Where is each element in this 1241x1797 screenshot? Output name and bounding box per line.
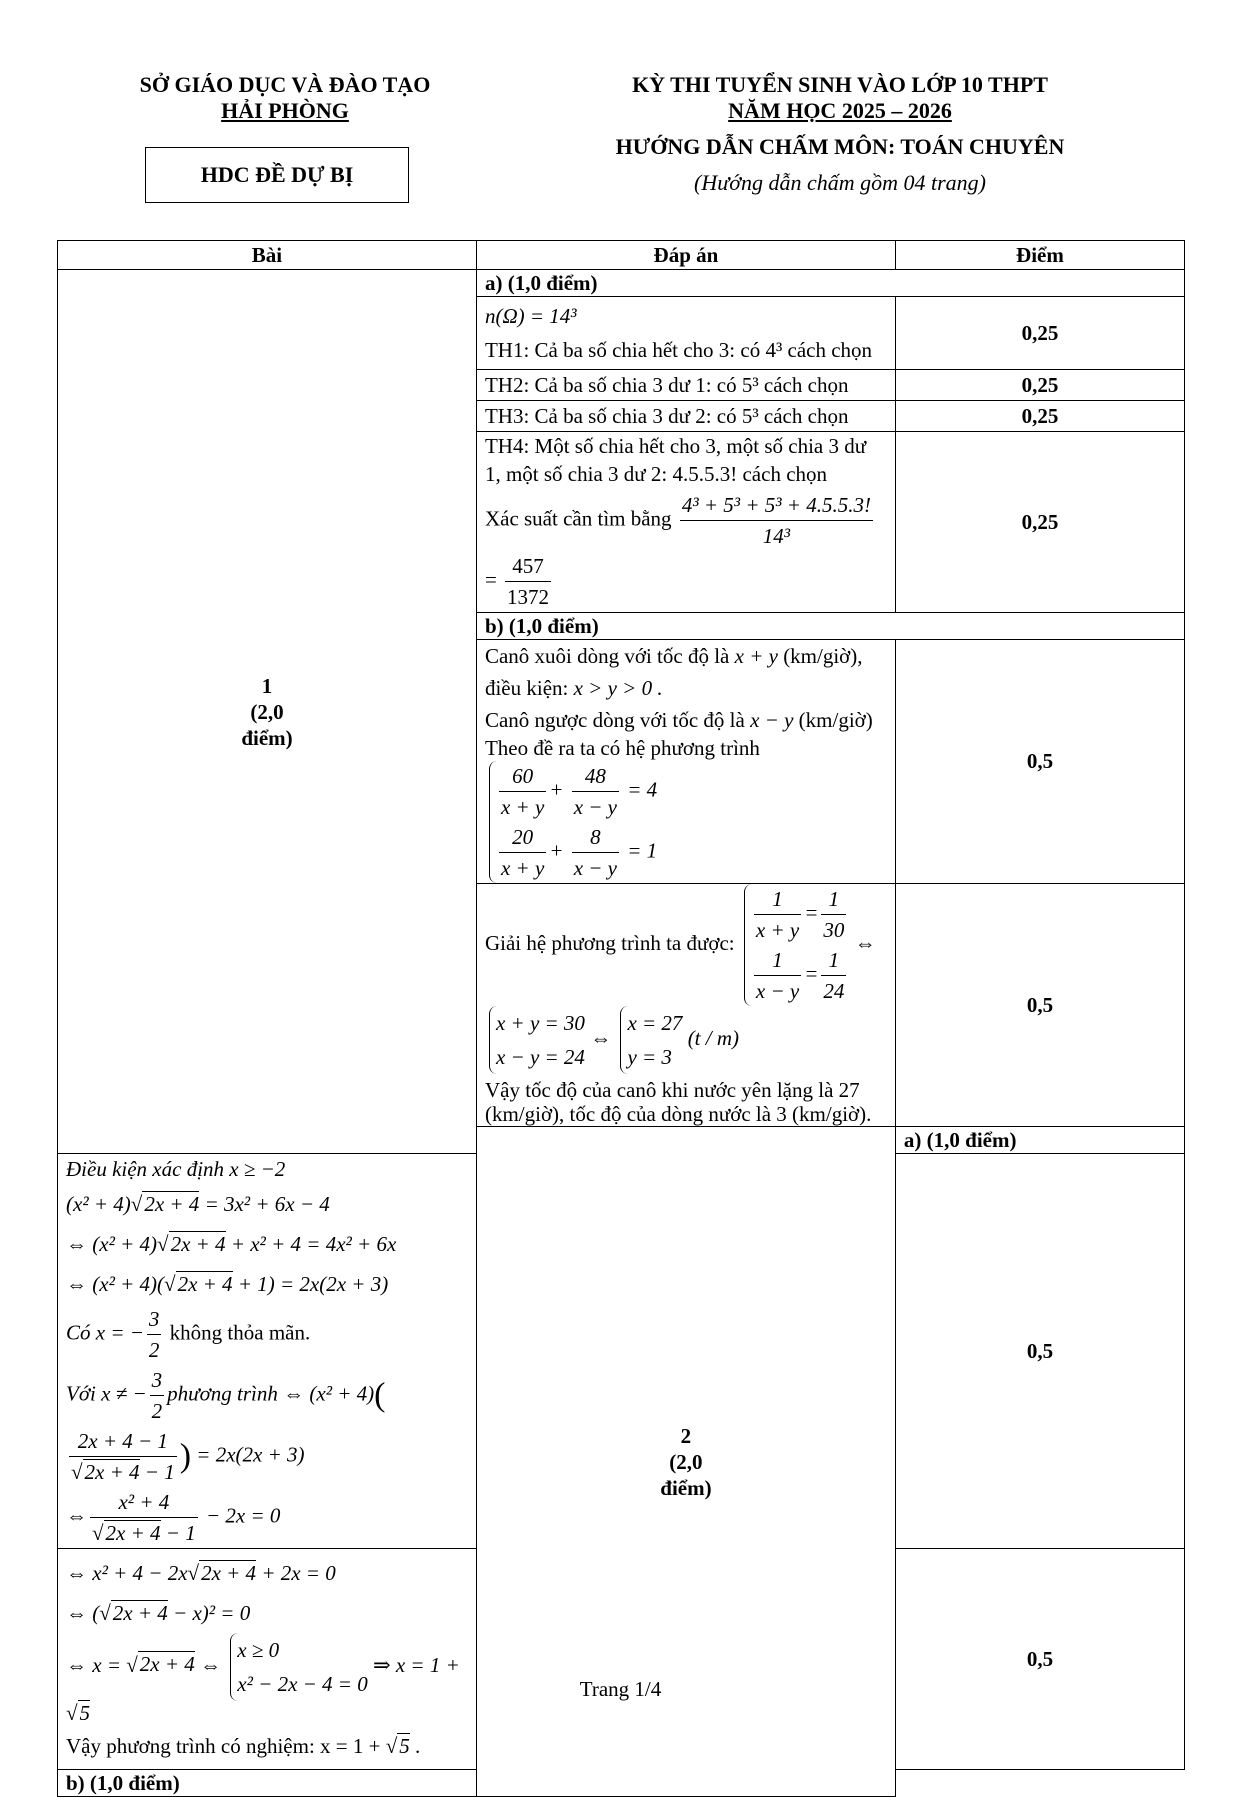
t: + x² + 4 = 4x² + 6x [230, 1232, 397, 1256]
system-brace [620, 1006, 682, 1074]
sqrt: 2x + 4 [139, 1652, 195, 1677]
d: x − y [755, 979, 800, 1003]
n: 3 [147, 1304, 162, 1335]
question-number: 1 [261, 673, 273, 698]
text: Canô xuôi dòng với tốc độ là [484, 644, 730, 668]
header-right [540, 72, 1140, 196]
eq: x − y = 24 [495, 1045, 585, 1069]
fraction-numerator: 457 [505, 551, 551, 582]
eq: x + y = 30 [495, 1011, 585, 1035]
math: x + y [734, 644, 778, 668]
q2a-step1 [58, 1154, 477, 1549]
domain-condition: Điều kiện xác định x ≥ −2 [66, 1157, 286, 1181]
equation-line: ⇔ $\frac{\text{x² + 4}}{√2x + 4 - 1}$ − 2x = 0 [66, 1487, 468, 1548]
draft-label: HDC ĐỀ DỰ BỊ [200, 162, 354, 187]
city-name: HẢI PHÒNG [221, 98, 349, 123]
t: + 2x = 0 [261, 1560, 336, 1585]
downstream-speed [485, 640, 887, 704]
q2-part-b-title: b) (1,0 điểm) [58, 1770, 896, 1797]
t: không thỏa mãn. [169, 1320, 311, 1345]
t: ⇔ (x² + 4)( [66, 1272, 165, 1296]
d: 30 [823, 918, 845, 942]
equation-line: Vậy phương trình có nghiệm: x = 1 + √5 . [66, 1733, 421, 1758]
system-brace [489, 761, 657, 883]
t: Có x = − [66, 1320, 144, 1345]
fraction-numerator: 4³ + 5³ + 5³ + 4.5.5.3! [680, 490, 873, 521]
eq: x = 27 [627, 1011, 683, 1035]
sqrt: 2x + 4 [201, 1560, 257, 1585]
equation-line: (x² + 4)√2x + 4 = 3x² + 6x − 4 [66, 1192, 330, 1216]
col-dapan: Đáp án [476, 241, 895, 270]
t: . [415, 1733, 421, 1758]
text: (km/giờ) [798, 708, 873, 732]
equation-line: ⇔ (x² + 4)√2x + 4 + x² + 4 = 4x² + 6x [66, 1232, 397, 1256]
equation-line: ⇔ (x² + 4)(√2x + 4 + 1) = 2x(2x + 3) [66, 1272, 389, 1296]
d: x + y [755, 918, 800, 942]
math: x > y > 0 . [573, 676, 663, 700]
t: (x² + 4) [66, 1192, 131, 1216]
equation-line: Với x ≠ − $\frac{3}{2}$ phương trình ⇔ (x² + 4)( $\frac{2x + 4 - 1}{√2x + 4 - 1}$ ) = 2x(2x + 3) [66, 1365, 468, 1487]
t: ⇔ (x² + 4) [66, 1232, 158, 1256]
eq: y = 3 [627, 1045, 672, 1069]
q1-part-b-title: b) (1,0 điểm) [476, 613, 1184, 640]
school-year: NĂM HỌC 2025 – 2026 [728, 98, 952, 123]
case-3: TH3: Cả ba số chia 3 dư 2: có 5³ cách chọn [476, 401, 895, 432]
system-brace: $\frac{1}{x + y}$ = $\frac{1}{30}$ $\frac{1}{x - y}$ = $\frac{1}{24}$ [744, 884, 849, 1006]
t: ⇔ [200, 1652, 222, 1677]
q1a-step1 [476, 297, 895, 370]
n: x² + 4 [90, 1487, 198, 1518]
equation-system [485, 736, 887, 883]
system-brace [489, 1006, 585, 1074]
sqrt: 5 [399, 1733, 410, 1758]
text: (km/giờ), điều kiện: [484, 644, 863, 700]
t: = 2x(2x + 3) [196, 1442, 305, 1467]
equation-line: ⇔ x² + 4 − 2x√2x + 4 + 2x = 0 [66, 1560, 336, 1585]
probability-result [505, 551, 551, 612]
d: x + y [500, 856, 545, 880]
system-row: $\frac{60}{x + y}$ + $\frac{48}{x - y}$ = 4 [496, 761, 657, 822]
d: x + y [500, 795, 545, 819]
question-points-unit: điểm) [241, 725, 293, 750]
t: + 1) = 2x(2x + 3) [237, 1272, 389, 1296]
q1a-step4 [476, 432, 895, 613]
d: x − y [573, 856, 617, 880]
case-1: TH1: Cả ba số chia hết cho 3: có 4³ cách chọn [484, 338, 873, 362]
text: Canô ngược dòng với tốc độ là [484, 708, 745, 732]
page-count-note: (Hướng dẫn chấm gồm 04 trang) [694, 170, 986, 195]
n: 60 [499, 761, 546, 792]
t: = 3x² + 6x − 4 [204, 1192, 330, 1216]
department-name: SỞ GIÁO DỤC VÀ ĐÀO TẠO [139, 72, 431, 97]
score: 0,25 [895, 370, 1184, 401]
q1-part-a-title: a) (1,0 điểm) [476, 270, 1184, 297]
draft-label-box [145, 147, 409, 203]
text: Giải hệ phương trình ta được: [484, 930, 735, 955]
conclusion: Vậy tốc độ của canô khi nước yên lặng là 27 (km/giờ), tốc độ của dòng nước là 3 (km/giờ). [484, 1078, 872, 1126]
t: − 1 [144, 1460, 175, 1484]
equation-line: ⇔ (√2x + 4 − x)² = 0 [66, 1600, 251, 1625]
question-points-unit: điểm) [660, 1475, 712, 1500]
equation-line [66, 1304, 468, 1365]
satisfies-note: (t / m) [687, 1025, 740, 1050]
q1b-step2 [476, 884, 895, 1127]
score: 0,5 [895, 640, 1184, 884]
q2a-step2 [58, 1549, 477, 1770]
d: 2 [151, 1399, 163, 1423]
t: Vậy phương trình có nghiệm: x = 1 + [66, 1733, 381, 1758]
table-header-row [58, 241, 1185, 270]
d: 2 [148, 1338, 160, 1362]
t: phương trình ⇔ (x² + 4) [167, 1381, 375, 1406]
eq: x² − 2x − 4 = 0 [237, 1671, 368, 1696]
text: Theo đề ra ta có hệ phương trình [484, 736, 760, 760]
t: ⇔ ( [66, 1600, 100, 1625]
rhs: = 1 [627, 838, 658, 863]
question-number: 2 [680, 1423, 692, 1448]
subject-title: HƯỚNG DẪN CHẤM MÔN: TOÁN CHUYÊN [615, 134, 1065, 159]
q1b-step1 [476, 640, 895, 884]
case-2: TH2: Cả ba số chia 3 dư 1: có 5³ cách chọn [476, 370, 895, 401]
score: 0,25 [895, 432, 1184, 613]
header-left [95, 72, 475, 124]
t: − x)² = 0 [173, 1600, 251, 1625]
n: 1 [821, 945, 846, 976]
sqrt: 2x + 4 [177, 1272, 233, 1296]
probability-line: Xác suất cần tìm bằng $\frac{\text{4³ + 5³ + 5³ + 4.5.5.3!}}{\text{14³}}$ = $\frac{457}{1372}$ [485, 490, 887, 612]
solve-line: Giải hệ phương trình ta được: $\frac{1}{x + y}$ = $\frac{1}{30}$ $\frac{1}{x - y}$ = $\frac{1}{24}$ ⇔ x + y = 30 x − y = 24 ⇔ x = 27 y = 3 (t / m) [485, 884, 887, 1074]
probability-label: Xác suất cần tìm bằng [484, 506, 672, 531]
t: ⇔ x = [66, 1652, 121, 1677]
n: 8 [572, 822, 619, 853]
n: 1 [821, 884, 846, 915]
rhs: = 4 [627, 777, 658, 802]
upstream-speed [485, 704, 887, 736]
t: ⇔ [66, 1503, 87, 1528]
n: 1 [754, 884, 801, 915]
sqrt: 2x + 4 [112, 1600, 168, 1625]
fraction-denominator: 1372 [507, 585, 550, 609]
case-4: TH4: Một số chia hết cho 3, một số chia 3 dư 1, một số chia 3 dư 2: 4.5.5.3! cách chọn [484, 434, 867, 486]
score: 0,25 [895, 401, 1184, 432]
fraction-denominator: 14³ [762, 524, 791, 548]
t: ⇔ x² + 4 − 2x [66, 1560, 188, 1585]
t: − 1 [165, 1521, 196, 1545]
q2-part-a-title: a) (1,0 điểm) [895, 1127, 1184, 1154]
col-bai: Bài [58, 241, 477, 270]
page-number: Trang 1/4 [579, 1677, 662, 1701]
t: Với x ≠ − [66, 1381, 147, 1406]
score: 0,5 [895, 1549, 1184, 1770]
col-diem: Điểm [895, 241, 1184, 270]
n: 3 [150, 1365, 165, 1396]
n: 20 [499, 822, 546, 853]
t: − 2x = 0 [205, 1503, 281, 1528]
grading-table [57, 240, 1185, 1797]
d: x − y [573, 795, 617, 819]
sqrt: 2x + 4 [144, 1192, 200, 1216]
sqrt: 2x + 4 [105, 1521, 161, 1545]
n: 1 [754, 945, 801, 976]
score: 0,5 [895, 884, 1184, 1127]
exam-title: KỲ THI TUYỂN SINH VÀO LỚP 10 THPT [632, 72, 1048, 97]
sqrt: 5 [79, 1700, 91, 1725]
n: 2x + 4 − 1 [69, 1426, 177, 1457]
score: 0,25 [895, 297, 1184, 370]
eq: x ≥ 0 [237, 1637, 280, 1662]
t: ⇒ x = 1 + [372, 1652, 460, 1677]
question-points: (2,0 [669, 1449, 703, 1474]
n: 48 [572, 761, 619, 792]
probability-fraction [680, 490, 873, 551]
equation-line: ⇔ x = √2x + 4 ⇔ x ≥ 0 x² − 2x − 4 = 0 ⇒ x = 1 + √5 [66, 1633, 468, 1726]
d: 24 [823, 979, 845, 1003]
math: x − y [750, 708, 794, 732]
question-points: (2,0 [250, 699, 284, 724]
question-1-label [58, 270, 477, 1154]
sqrt: 2x + 4 [170, 1232, 226, 1256]
system-row: $\frac{20}{x + y}$ + $\frac{8}{x - y}$ = 1 [496, 822, 657, 883]
sqrt: 2x + 4 [84, 1460, 140, 1484]
sample-space: n(Ω) = 14³ [484, 304, 577, 328]
score: 0,5 [895, 1154, 1184, 1549]
